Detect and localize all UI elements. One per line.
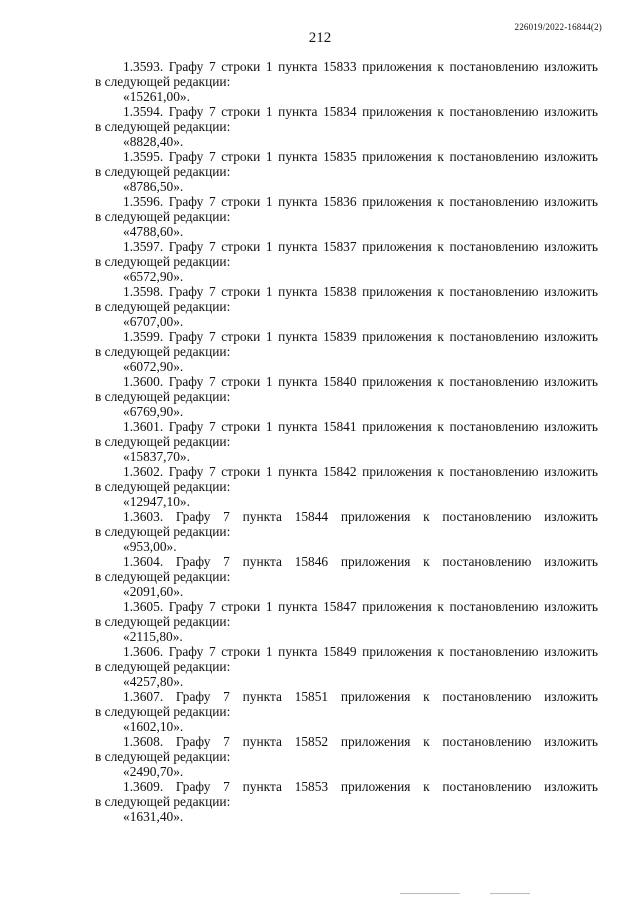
amendment-lead: 1.3602. Графу 7 строки 1 пункта 15842 приложения к постановлению изложить [123, 464, 598, 479]
amendment-item [95, 329, 598, 374]
amendment-continuation: в следующей редакции: [95, 749, 231, 764]
amendment-lead: 1.3603. Графу 7 пункта 15844 приложения к постановлению изложить [123, 509, 598, 524]
amendment-item [95, 149, 598, 194]
amendment-value: «8828,40». [123, 134, 184, 149]
amendment-value: «1631,40». [123, 809, 184, 824]
amendment-continuation: в следующей редакции: [95, 569, 231, 584]
amendment-lead: 1.3600. Графу 7 строки 1 пункта 15840 приложения к постановлению изложить [123, 374, 598, 389]
amendment-value: «6572,90». [123, 269, 184, 284]
document-id: 226019/2022-16844(2) [514, 22, 602, 32]
amendment-item [95, 419, 598, 464]
amendment-value: «6072,90». [123, 359, 184, 374]
amendment-lead: 1.3593. Графу 7 строки 1 пункта 15833 приложения к постановлению изложить [123, 59, 598, 74]
amendment-value: «4788,60». [123, 224, 184, 239]
amendment-lead: 1.3608. Графу 7 пункта 15852 приложения к постановлению изложить [123, 734, 598, 749]
scan-artifact [490, 893, 530, 894]
amendment-item [95, 284, 598, 329]
amendment-item [95, 59, 598, 104]
amendment-lead: 1.3601. Графу 7 строки 1 пункта 15841 приложения к постановлению изложить [123, 419, 598, 434]
amendment-value: «15837,70». [123, 449, 190, 464]
amendment-item [95, 734, 598, 779]
amendment-lead: 1.3597. Графу 7 строки 1 пункта 15837 приложения к постановлению изложить [123, 239, 598, 254]
amendment-continuation: в следующей редакции: [95, 119, 231, 134]
amendment-continuation: в следующей редакции: [95, 614, 231, 629]
amendment-value: «4257,80». [123, 674, 184, 689]
amendment-lead: 1.3609. Графу 7 пункта 15853 приложения к постановлению изложить [123, 779, 598, 794]
amendment-lead: 1.3605. Графу 7 строки 1 пункта 15847 приложения к постановлению изложить [123, 599, 598, 614]
amendment-value: «12947,10». [123, 494, 190, 509]
amendment-item [95, 644, 598, 689]
amendment-continuation: в следующей редакции: [95, 299, 231, 314]
amendment-continuation: в следующей редакции: [95, 254, 231, 269]
amendment-continuation: в следующей редакции: [95, 524, 231, 539]
amendment-item [95, 779, 598, 824]
amendment-item [95, 689, 598, 734]
amendment-value: «2490,70». [123, 764, 184, 779]
amendment-continuation: в следующей редакции: [95, 344, 231, 359]
amendment-item [95, 464, 598, 509]
amendment-continuation: в следующей редакции: [95, 794, 231, 809]
amendment-continuation: в следующей редакции: [95, 434, 231, 449]
amendment-value: «15261,00». [123, 89, 190, 104]
amendment-value: «6769,90». [123, 404, 184, 419]
amendment-list [95, 59, 598, 824]
amendment-item [95, 374, 598, 419]
amendment-value: «6707,00». [123, 314, 184, 329]
amendment-value: «8786,50». [123, 179, 184, 194]
amendment-item [95, 239, 598, 284]
amendment-continuation: в следующей редакции: [95, 704, 231, 719]
amendment-item [95, 599, 598, 644]
amendment-lead: 1.3596. Графу 7 строки 1 пункта 15836 приложения к постановлению изложить [123, 194, 598, 209]
amendment-lead: 1.3598. Графу 7 строки 1 пункта 15838 приложения к постановлению изложить [123, 284, 598, 299]
amendment-lead: 1.3604. Графу 7 пункта 15846 приложения к постановлению изложить [123, 554, 598, 569]
amendment-value: «953,00». [123, 539, 177, 554]
amendment-continuation: в следующей редакции: [95, 479, 231, 494]
amendment-value: «2115,80». [123, 629, 183, 644]
amendment-value: «1602,10». [123, 719, 184, 734]
amendment-lead: 1.3595. Графу 7 строки 1 пункта 15835 приложения к постановлению изложить [123, 149, 598, 164]
amendment-lead: 1.3599. Графу 7 строки 1 пункта 15839 приложения к постановлению изложить [123, 329, 598, 344]
amendment-continuation: в следующей редакции: [95, 389, 231, 404]
amendment-item [95, 194, 598, 239]
scan-artifact [400, 893, 460, 894]
amendment-continuation: в следующей редакции: [95, 74, 231, 89]
amendment-item [95, 104, 598, 149]
amendment-lead: 1.3594. Графу 7 строки 1 пункта 15834 приложения к постановлению изложить [123, 104, 598, 119]
amendment-lead: 1.3607. Графу 7 пункта 15851 приложения к постановлению изложить [123, 689, 598, 704]
amendment-lead: 1.3606. Графу 7 строки 1 пункта 15849 приложения к постановлению изложить [123, 644, 598, 659]
amendment-item [95, 509, 598, 554]
amendment-continuation: в следующей редакции: [95, 209, 231, 224]
amendment-continuation: в следующей редакции: [95, 164, 231, 179]
amendment-continuation: в следующей редакции: [95, 659, 231, 674]
page-number: 212 [308, 30, 332, 46]
amendment-item [95, 554, 598, 599]
amendment-value: «2091,60». [123, 584, 184, 599]
